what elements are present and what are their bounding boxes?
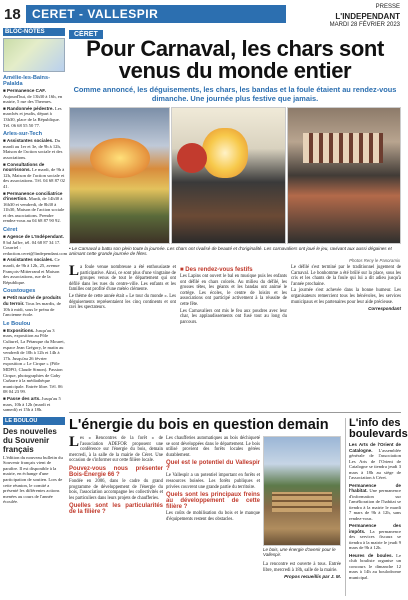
- paper-masthead: [290, 3, 400, 30]
- issue-date: MARDI 28 FÉVRIER 2023: [329, 22, 400, 28]
- item-head: ■ Agence de L'Indépendant.: [3, 234, 64, 240]
- byline: Correspondant: [368, 306, 401, 312]
- paragraph: Les chaufferies automatiques au bois déchiqueté se sont développées dans le département. Le bois utilisé provient des forêts locales gérées durablement.: [166, 436, 260, 458]
- mask-shape: [202, 128, 248, 178]
- section-banner: CERET - VALLESPIR: [26, 5, 286, 23]
- bottom-banner: LE BOULOU: [3, 417, 65, 425]
- question: Quels sont les principaux freins au développement de cette filière ?: [166, 492, 260, 511]
- paper-prefix: PRESSE: [375, 4, 400, 10]
- bloc-notes-sidebar: [3, 28, 68, 596]
- bloc-notes-item: [3, 234, 68, 256]
- subhead: ■ Des rendez-vous festifs: [180, 267, 253, 273]
- costume-shape: [177, 143, 207, 173]
- item-head: ■ Permanence CAF.: [3, 88, 46, 93]
- float-shape: [90, 138, 150, 178]
- item-head: ■ Randonnée pédestre.: [3, 105, 54, 111]
- item-head: ■ Assistantes sociales.: [3, 257, 54, 263]
- info-item-body: L'assemblée générale de l'association Les Arts de l'Orient de Catalogne se tiendra jeudi 3 mars à 18h au siège de l'association à Céret.: [349, 447, 401, 480]
- info-item: [349, 523, 401, 551]
- item-body: Aujourd'hui, de 13h30 à 16h, en mairie, 5 rue des Thermes.: [3, 93, 63, 105]
- item-body: Jusqu'au 5 mars, 10h à 12h (mardi et samedi) et 15h à 18h.: [3, 395, 61, 413]
- info-item: [349, 483, 401, 522]
- paragraph: La foule venue nombreuse a été enthousiaste et participative. Ainsi, ce sont plus d'une vingtaine de groupes venus de tout le département qui ont défilé dans les rues du centre-ville. Les enfants et les familles ont profité d'une météo clémente.: [69, 263, 176, 293]
- photo-credit: Photos Reny le Panoramix: [349, 258, 400, 263]
- bloc-notes-item: [3, 295, 65, 317]
- town-heading: Arles-sur-Tech: [3, 131, 43, 138]
- article-divider: [69, 412, 401, 413]
- town-heading: Amélie-les-Bains-Palalda: [3, 75, 50, 87]
- photo-caption: • Le Carnaval a battu son plein toute la journée. Les chars ont rivalisé de beauté et d'originalité. Les carnavaliers ont joué le jeu, ravivant aux aussi dégaines et animant cette grande journée de fêtes.: [69, 246, 392, 257]
- town-heading: Céret: [3, 227, 18, 234]
- question: Quelles sont les particularités de la filière ?: [69, 503, 163, 516]
- bloc-notes-item: [3, 88, 65, 105]
- item-head: ■ Passe des arts.: [3, 395, 41, 401]
- item-body: 8 bd Jaffre, tél. 04 68 87 34 17. Courriel : redaction.ceret@lindependant.com: [3, 239, 68, 256]
- item-head: ■ Petit marché de produits du terroir.: [3, 295, 61, 306]
- info-item: [349, 553, 401, 581]
- paragraph: La rencontre est ouverte à tous. Entrée libre, mercredi à 18h, salle de la mairie.: [263, 562, 341, 573]
- paragraph: Les Lapins ont ouvert le bal en musique puis les enfants ont défilé en chars colorés. Au milieu du défilé, les grosses têtes, les géants et les bandas ont animé le cortège. Les écoles, le centre de loisirs et les associations ont participé activement à la réussite de cette fête.: [180, 274, 287, 307]
- paragraph: Fondée en 2006, dans le cadre du grand programme de développement de l'énergie du bois, l'association accompagne les collectivités et les particuliers dans leurs projets de chaufferies.: [69, 478, 163, 501]
- item-head: ■ Assistantes sociales.: [3, 138, 54, 144]
- info-item: [349, 442, 401, 481]
- bloc-notes-item: [3, 257, 65, 285]
- article-column-3: [291, 265, 401, 411]
- item-body: Jusqu'au 3 mars, exposition au Pôle Culturel, La Pétanque du Mouret, espace Jean Grégory, le matin au vendredi de 10h à 12h et 14h à 17h. Jusqu'au 26 février exposition « Le Cirque » (Pôle MDPO, Claude Simon). Passion Cirque, photographies de Gaby Cuñarre à la médiathèque municipale. Entrée libre. Tél. 06 08 04 23 99.: [3, 327, 65, 395]
- item-body: Mardi, de 14h30 à 16h30 et vendredi, de 8h30 à 11h30, Maison de l'action sociale et des associations. Prendre rendez-vous au 04 68 87 90 92.: [3, 196, 65, 224]
- info-box-title: L'info des boulevards: [349, 417, 408, 440]
- article2-column-2: [166, 436, 260, 596]
- info-item-head: Permanence de l'habitat.: [349, 482, 401, 493]
- paragraph: Le thème de cette année était « Le tour du monde ». Les déguisements représentaient les cinq continents et ont ravi les spectateurs.: [69, 293, 176, 311]
- info-item-body: La permanence des services fiscaux se tiendra à la mairie le jeudi 9 mars de 9h à 12h.: [349, 528, 401, 550]
- paragraph: Le Vallespir a un potentiel important en forêts et ressources boisées. Les forêts publiques et privées couvrent une grande partie du territoire.: [166, 473, 260, 490]
- info-item-head: Permanence des impôts.: [349, 523, 401, 534]
- bloc-notes-item: [3, 396, 65, 413]
- bloc-notes-item: [3, 328, 65, 395]
- info-item-head: Heures de boules.: [349, 552, 393, 558]
- bottom-title: Des nouvelles du Souvenir français: [3, 426, 57, 454]
- paragraph: Le défilé s'est terminé par le traditionnel jugement de Carnaval. Le bonhomme a été brûlé sur la place, sous les cris et les chants de la foule qui lui a dit adieu jusqu'à l'année prochaine.: [291, 265, 401, 287]
- item-body: Tous les mardis, de 10h à midi, sous le préau de l'ancienne école.: [3, 301, 61, 318]
- article2-headline: L'énergie du bois en question demain: [69, 417, 329, 433]
- wood-pile-photo: [263, 436, 341, 546]
- town-heading: Coustouges: [3, 288, 36, 295]
- bloc-notes-item: [3, 106, 65, 128]
- article-column-1: [69, 265, 176, 411]
- item-body: Les marchés et jeudis, départ à 13h30, place de la République. Tél. 06 68 55 50 77.: [3, 105, 62, 128]
- item-head: ■ Permanence conciliatrice d'insertion.: [3, 190, 63, 202]
- question: Pouvez-vous nous présenter Bois-Énergie 66 ?: [69, 465, 163, 478]
- paragraph: Les « Rencontres de la forêt » de l'association ADEFOR proposent une conférence sur l'énergie du bois, demain mercredi, à la salle de la mairie de Céret. Une occasion de s'informer sur cette filière locale.: [69, 434, 163, 464]
- carnival-photo-2: [171, 107, 286, 244]
- article-headline: Pour Carnaval, les chars sont venus du monde entier: [86, 36, 384, 83]
- paper-name: L'INDEPENDANT: [335, 12, 400, 21]
- region-map-image: [3, 38, 65, 72]
- bloc-notes-item: [3, 162, 65, 190]
- bloc-notes-banner: BLOC-NOTES: [3, 28, 65, 36]
- info-box: [345, 417, 408, 596]
- item-head: ■ Expositions.: [3, 327, 35, 333]
- article-section-tag: CÉRET: [69, 30, 103, 39]
- item-body: Ce mardi, de 9h à 12h, 25, avenue François-Mitterrand et Maison des associations, rue de la République.: [3, 257, 60, 285]
- town-heading: Le Boulou: [3, 320, 31, 327]
- question: Quel est le potentiel du Vallespir ?: [166, 460, 260, 473]
- bloc-notes-list: [3, 75, 68, 413]
- info-item-head: Les Arts de l'Orient de Catalogne.: [349, 442, 401, 453]
- info-item-body: Une permanence d'information sur l'amélioration de l'habitat se tiendra à la mairie le mardi 7 mars de 9h à 12h, sans rendez-vous.: [349, 488, 401, 521]
- info-item-body: Le club bouliste organise un concours le dimanche 12 mars à 14h au boulodrome municipal.: [349, 552, 401, 580]
- article2-column-1: [69, 436, 163, 596]
- paragraph: Les coûts de mobilisation du bois et le manque d'équipements restent des obstacles.: [166, 511, 260, 522]
- bloc-notes-item: [3, 138, 65, 160]
- paragraph: Les Carnavaliers ont mis le feu aux poudres avec leur char, les applaudissements ont fusé tout au long du parcours.: [180, 308, 287, 325]
- crowd-shape: [303, 133, 383, 163]
- logs-shape: [272, 492, 332, 512]
- bottom-text: L'édition du nouveau bulletin du Souvenir français vient de paraître. Il est disponible à la mairie, en échange d'une participation de soutien. Lors de cette réunion, le comité a présenté les différentes actions menées au cours de l'année écoulée.: [3, 454, 63, 505]
- page-number: 18: [4, 6, 21, 23]
- article-column-2: [180, 265, 287, 411]
- item-head: ■ Consultations de nourrissons.: [3, 161, 45, 173]
- article-deck: Comme annoncé, les déguisements, les chars, les bandas et la foule étaient au rendez-vous dimanche. Une journée plus festive que jamais.: [73, 85, 397, 103]
- item-body: Du mardi au 1er et 3e, de 9h à 12h, Maison de l'action sociale et des associations.: [3, 138, 63, 160]
- carnival-photo-3: [287, 107, 401, 244]
- carnival-photo-1: [69, 107, 170, 244]
- byline: Propos recueillis par J. M.: [284, 574, 341, 580]
- bloc-notes-item: [3, 191, 65, 225]
- info-box-list: [349, 442, 401, 580]
- photo-caption: Le bois, une énergie d'avenir pour le Vallespir.: [263, 547, 336, 558]
- item-body: Le mardi, de 9h à 12h, Maison de l'action sociale et des associations. Tél. 04 68 87 02 41.: [3, 167, 65, 189]
- paragraph: La journée s'est achevée dans la bonne humeur. Les organisateurs remercient tous les bénévoles, les services municipaux et les partenaires pour leur aide précieuse.: [291, 288, 401, 305]
- article2-column-3: [263, 562, 341, 598]
